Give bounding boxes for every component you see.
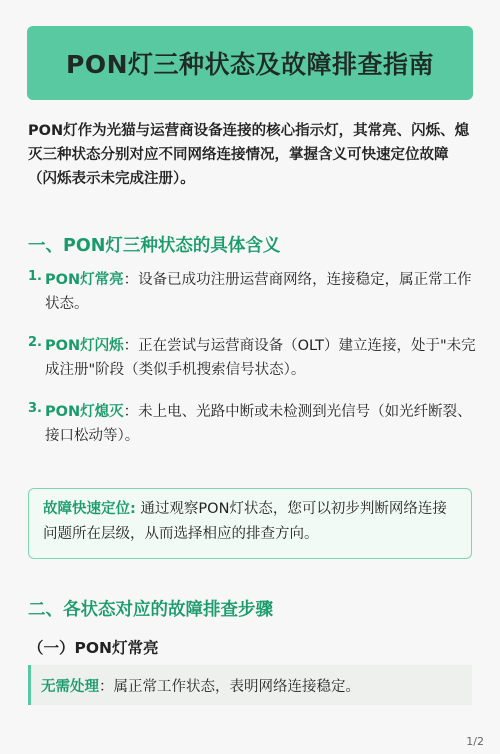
item-label: PON灯熄灭 — [45, 404, 124, 420]
section-heading-meanings: 一、PON灯三种状态的具体含义 — [28, 236, 281, 256]
item-text: 未上电、光路中断或未检测到光信号（如光纤断裂、接口松动等）。 — [45, 404, 472, 444]
page-indicator: 1/2 — [466, 735, 484, 748]
note-text: 属正常工作状态，表明网络连接稳定。 — [113, 678, 360, 695]
steady-note — [28, 665, 472, 705]
item-separator: ： — [123, 272, 139, 288]
item-number: 2. — [28, 335, 42, 350]
item-separator: ： — [123, 404, 139, 420]
subsection-heading: （一）PON灯常亮 — [28, 639, 159, 657]
title-banner — [27, 26, 473, 100]
list-item — [28, 400, 476, 448]
item-separator: ： — [123, 338, 139, 354]
item-text: 设备已成功注册运营商网络，连接稳定，属正常工作状态。 — [45, 272, 472, 312]
section-heading-troubleshoot: 二、各状态对应的故障排查步骤 — [28, 600, 273, 620]
item-number: 1. — [28, 269, 42, 284]
note-label: 无需处理 — [41, 678, 99, 695]
item-label: PON灯闪烁 — [45, 338, 124, 354]
list-item — [28, 268, 476, 316]
item-number: 3. — [28, 401, 42, 416]
note-separator: ： — [99, 678, 114, 695]
intro-paragraph: PON灯作为光猫与运营商设备连接的核心指示灯，其常亮、闪烁、熄灭三种状态分别对应不同网络连接情况，掌握含义可快速定位故障（闪烁表示未完成注册）。 — [28, 123, 470, 187]
page-title: PON灯三种状态及故障排查指南 — [66, 50, 434, 79]
fault-locate-callout — [28, 488, 472, 559]
item-text: 正在尝试与运营商设备（OLT）建立连接，处于"未完成注册"阶段（类似手机搜索信号状态）。 — [45, 338, 476, 378]
callout-text: 通过观察PON灯状态，您可以初步判断网络连接问题所在层级，从而选择相应的排查方向。 — [43, 501, 447, 542]
list-item — [28, 334, 476, 382]
callout-label: 故障快速定位: — [43, 501, 136, 517]
item-label: PON灯常亮 — [45, 272, 124, 288]
